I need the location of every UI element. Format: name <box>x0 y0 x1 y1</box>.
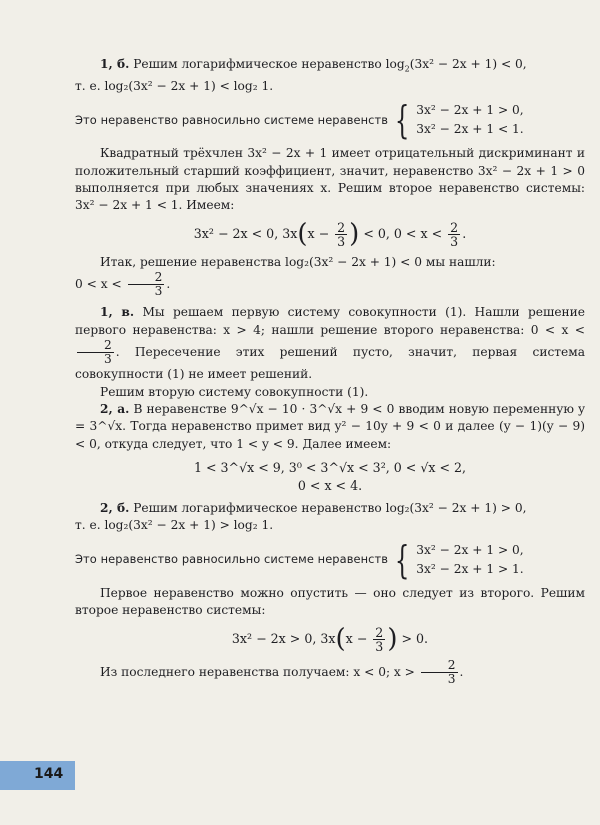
paragraph-omit: Первое неравенство можно опустить — оно следует из второго. Решим второе неравенство системы: <box>75 585 585 618</box>
fraction: $\frac{2}{3}$ <box>450 219 459 249</box>
system-1 <box>75 98 585 143</box>
system-equations: 3x² − 2x + 1 > 0, 3x² − 2x + 1 < 1. <box>416 103 524 137</box>
paragraph-2a: 2, а. В неравенстве 9^√x − 10 · 3^√x + 9 < 0 вводим новую переменную y = 3^√x. Тогда неравенство примет вид y² − 10y + 9 < 0 и далее (y − 1)(y − 9) < 0, откуда следует, что 1 < y < 9. Далее имеем: <box>75 401 585 451</box>
paragraph-2b: 2, б. Решим логарифмическое неравенство log₂(3x² − 2x + 1) > 0, т. е. log₂(3x² − 2x + 1) > log₂ 1. <box>75 500 527 533</box>
system-equations: 3x² − 2x + 1 > 0, 3x² − 2x + 1 > 1. <box>416 542 524 576</box>
textbook-page <box>75 56 585 686</box>
brace-icon: { <box>394 537 410 582</box>
item-label: 2, а. <box>100 401 130 416</box>
formula-2: 1 < 3^√x < 9, 3⁰ < 3^√x < 3², 0 < √x < 2, 0 < x < 4. <box>193 460 467 493</box>
brace-icon: { <box>394 98 410 143</box>
paragraph-quadratic: Квадратный трёхчлен 3x² − 2x + 1 имеет отрицательный дискриминант и положительный старший коэффициент, значит, неравенство 3x² − 2x + 1 > 0 выполняется при любых значениях x. Решим второе неравенство системы: 3x² − 2x + 1 < 1. Имеем: <box>75 146 585 213</box>
paragraph-result: Итак, решение неравенства log₂(3x² − 2x + 1) < 0 мы нашли: 0 < x < $\frac{2}{3}$ . <box>75 254 496 299</box>
formula-3: 3x² − 2x > 0, 3x(x − $\frac{2}{3}$ ) > 0. <box>231 623 429 654</box>
paragraph-final: Из последнего неравенства получаем: x < 0; x > $\frac{2}{3}$ . <box>100 657 464 686</box>
item-label: 1, б. <box>100 57 130 71</box>
fraction: $\frac{2}{3}$ <box>375 624 384 654</box>
fraction: $\frac{2}{3}$ <box>77 339 114 366</box>
item-label: 2, б. <box>100 500 130 515</box>
system-2 <box>75 537 585 582</box>
fraction: $\frac{2}{3}$ <box>337 219 346 249</box>
paragraph-1b: 1, б. Решим логарифмическое неравенство $\log_2(3x^2 - 2x + 1) < 0$, т. е. log₂(3x² − 2x + 1) < log₂ 1. <box>75 57 527 93</box>
fraction: $\frac{2}{3}$ <box>128 271 165 298</box>
system-label: Это неравенство равносильно системе неравенств <box>75 552 389 567</box>
page-number: 144 <box>34 766 64 782</box>
system-label: Это неравенство равносильно системе неравенств <box>75 112 389 127</box>
paragraph-1v: 1, в. Мы решаем первую систему совокупности (1). Нашли решение первого неравенства: x > 4; нашли решение второго неравенства: 0 < x < $\frac{2}{3}$ . Пересечение этих решений пусто, значит, первая система совокупности (1) не имеет решений. <box>75 305 585 382</box>
fraction: $\frac{2}{3}$ <box>421 659 458 686</box>
paragraph-second-system: Решим вторую систему совокупности (1). <box>100 384 369 399</box>
formula-1: 3x² − 2x < 0, 3x(x − $\frac{2}{3}$ ) < 0, 0 < x < $\frac{2}{3}$ . <box>193 218 467 249</box>
item-label: 1, в. <box>100 305 135 320</box>
